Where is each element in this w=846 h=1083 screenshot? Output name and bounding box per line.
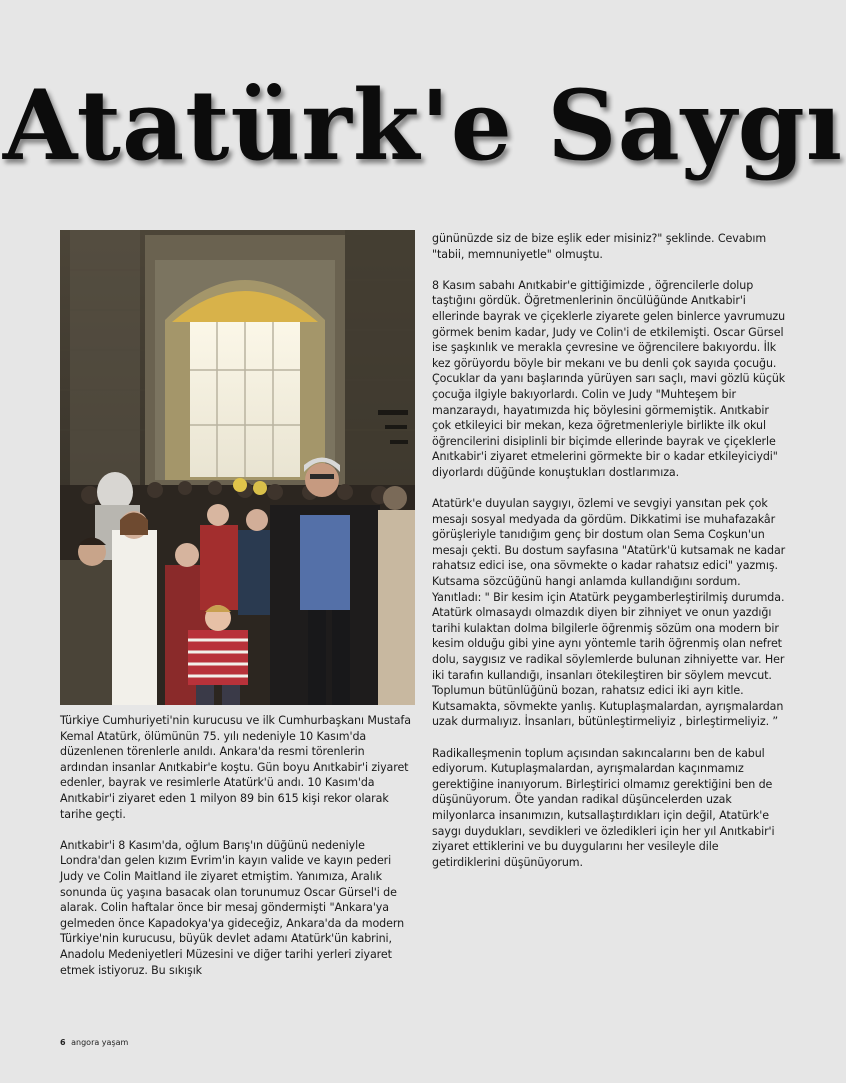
paragraph: 8 Kasım sabahı Anıtkabir'e gittiğimizde , öğrencilerle dolup taştığını gördük. Öğretmenlerinin öncülüğünde Anıtkabir'i ellerinde bayrak ve çiçeklerle ziyarete gelen binlerce yavrumuzu görmek benim kadar, Judy ve Colin'i de etkilemişti. Oscar Gürsel ise şaşkınlık ve merakla çevresine ve öğrencilere bakıyordu. İlk kez görüyordu böyle bir mekanı ve bu denli çok sayıda çocuğu. Çocuklar da yanı başlarında yürüyen sarı saçlı, mavi gözlü küçük çocuğa ilgiyle bakıyorlardı. Colin ve Judy "Muhteşem bir manzaraydı, hayatımızda hiç böylesini görmemiştik. Anıtkabir çok etkileyici bir mekan, keza öğretmenleriyle birlikte ilk okul öğrencilerini disiplinli bir biçimde ellerinde bayrak ve çiçeklerle Anıtkabir'i ziyaret etmelerini görmekte bir o kadar etkileyiciydi" diyorlardı düğünde konuştukları dostlarımıza. [432, 278, 786, 479]
paragraph: Atatürk'e duyulan saygıyı, özlemi ve sevgiyi yansıtan pek çok mesajı sosyal medyada da gördüm. Dikkatimi ise muhafazakâr görüşleriyle tanıdığım genç bir dostum olan Sema Coşkun'un mesajı çekti. Bu dostum sayfasına "Atatürk'ü kutsamak ne kadar rahatsız edici ise, ona sövmekte o kadar rahatsız edici" yazmış. Kutsama sözcüğünü hangi anlamda kullandığını sordum. Yanıtladı: " Bir kesim için Atatürk peygamberleştirilmiş durumda. Atatürk olmasaydı olmazdık diyen bir zihniyet ve onun yazdığı tarihi kulaktan dolma bilgilerle öğrenmiş sözüm ona modern bir kesim olduğu gibi yine aynı yöntemle tarih öğrenmiş olan nefret dolu, saygısız ve radikal söylemlerde bulunan zihniyette var. Her iki tarafın kullandığı, insanları ötekileştiren bir söylem mevcut. Toplumun bütünlüğünü bozan, rahatsız edici iki ayrı kitle. Kutsamakta, sövmekte yanlış. Kutuplaşmalardan, ayrışmalardan uzak durmalıyız. İnsanları, bütünleştirmeliyiz , birleştirmeliyiz. ” [432, 497, 786, 729]
page-number: 6 [60, 1038, 66, 1047]
photo-illustration [60, 230, 415, 705]
right-column [432, 231, 790, 886]
anitkabir-photo [60, 230, 415, 705]
paragraph: Türkiye Cumhuriyeti'nin kurucusu ve ilk Cumhurbaşkanı Mustafa Kemal Atatürk, ölümünün 75. yılı nedeniyle 10 Kasım'da düzenlenen törenlerle anıldı. Ankara'da resmi törenlerin ardından insanlar Anıtkabir'e koştu. Gün boyu Anıtkabir'i ziyaret edenler, bayrak ve resimlerle Atatürk'ü andı. 10 Kasım'da Anıtkabir'i ziyaret eden 1 milyon 89 bin 615 kişi rekor olarak tarihe geçti. [60, 714, 411, 821]
paragraph: Anıtkabir'i 8 Kasım'da, oğlum Barış'ın düğünü nedeniyle Londra'dan gelen kızım Evrim'in kayın valide ve kayın pederi Judy ve Colin Maitland ile ziyaret etmiştim. Yanımıza, Aralık sonunda üç yaşına basacak olan torunumuz Oscar Gürsel'i de alarak. Colin haftalar önce bir mesaj göndermişti "Ankara'ya gelmeden önce Kapadokya'ya gideceğiz, Ankara'da da modern Türkiye'nin kurucusu, büyük devlet adamı Atatürk'ün kabrini, Anadolu Medeniyetleri Müzesini ve diğer tarihi yerleri ziyaret etmek istiyoruz. Bu sıkışık [60, 838, 405, 977]
paragraph: Radikalleşmenin toplum açısından sakıncalarını ben de kabul ediyorum. Kutuplaşmalardan, ayrışmalardan kaçınmamız gerektiğine inanıyorum. Birleştirici olmamız gerektiğini ben de düşünüyorum. Öte yandan radikal düşüncelerden uzak milyonlarca insanımızın, kutsallaştırdıkları için değil, Atatürk'e saygı duydukları, sevdikleri ve özledikleri için her yıl Anıtkabir'i ziyaret ettiklerini ve bu duygularını her vesileyle dile getirdiklerini düşünüyorum. [432, 746, 775, 869]
paragraph: gününüzde siz de bize eşlik eder misiniz?" şeklinde. Cevabım "tabii, memnuniyetle" olmuştu. [432, 232, 767, 261]
left-column [60, 713, 416, 994]
page-footer [60, 1038, 128, 1047]
magazine-name: angora yaşam [71, 1038, 129, 1047]
page-title: Atatürk'e Saygı [2, 69, 844, 182]
